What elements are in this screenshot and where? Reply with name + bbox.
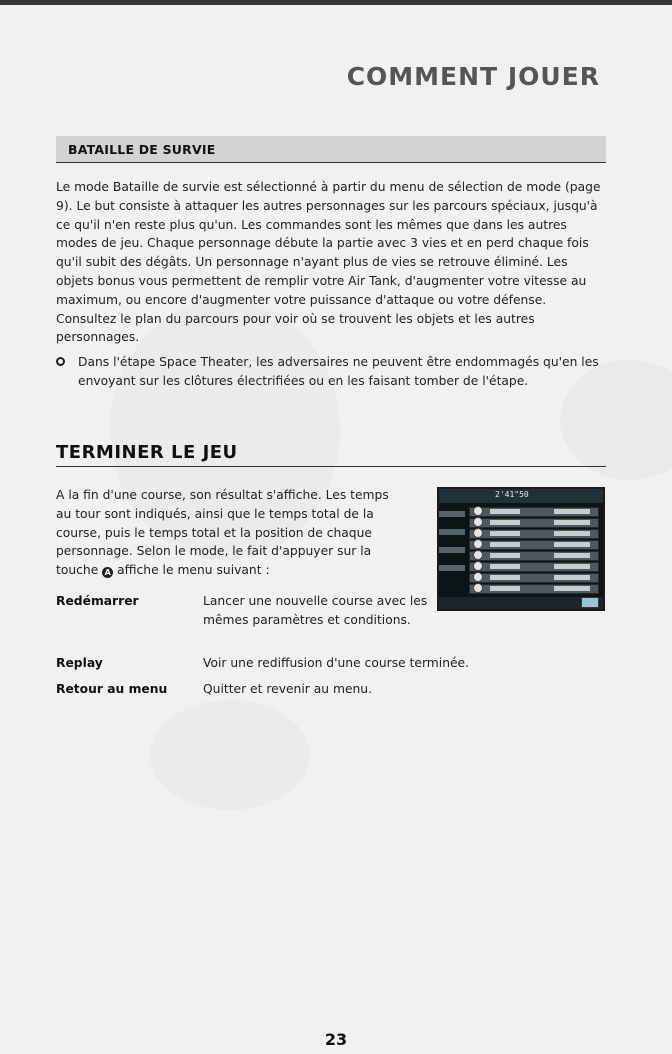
screenshot-time: 2'41"50 (495, 490, 529, 499)
section-heading-survival-battle (56, 136, 606, 163)
space-theater-note (56, 353, 606, 391)
background-illustration-hand (150, 700, 310, 810)
character-icon (473, 561, 483, 571)
menu-definition: Quitter et revenir au menu. (203, 682, 373, 696)
screenshot-result-row (469, 551, 599, 561)
character-icon (473, 572, 483, 582)
menu-term: Redémarrer (56, 594, 139, 608)
note-text: Dans l'étape Space Theater, les adversaires ne peuvent être endommagés qu'en les envoyant sur les clôtures électrifiées ou en les faisant tomber de l'étape. (78, 355, 599, 388)
character-icon (473, 528, 483, 538)
character-icon (473, 550, 483, 560)
screenshot-footer-bar (439, 597, 603, 609)
top-rule (0, 0, 672, 5)
screenshot-result-row (469, 529, 599, 539)
page-number: 23 (324, 1030, 348, 1049)
screenshot-result-row (469, 562, 599, 572)
character-icon (473, 517, 483, 527)
screenshot-side-tab (439, 547, 465, 553)
screenshot-result-row (469, 507, 599, 517)
screenshot-button-badge (581, 597, 599, 608)
page-title: COMMENT JOUER (346, 62, 600, 91)
section-heading-text: BATAILLE DE SURVIE (68, 142, 216, 157)
menu-definition: Lancer une nouvelle course avec les mêmes paramètres et conditions. (203, 594, 428, 627)
race-results-screenshot (437, 487, 605, 611)
screenshot-result-row (469, 584, 599, 594)
menu-term: Retour au menu (56, 682, 168, 696)
screenshot-result-row (469, 540, 599, 550)
bullet-icon (56, 357, 65, 366)
finish-intro-text: A la fin d'une course, son résultat s'affiche. Les temps au tour sont indiqués, ainsi que le temps total de la course, puis le temps total et la position de chaque personnage. Selon le mode, le fait d'appuyer sur la touche (56, 488, 389, 578)
finish-intro (56, 486, 396, 580)
finish-intro-text-end: affiche le menu suivant : (117, 563, 270, 578)
screenshot-side-tab (439, 529, 465, 535)
section-heading-finish-game (56, 440, 606, 467)
menu-definition: Voir une rediffusion d'une course terminée. (203, 656, 470, 670)
screenshot-result-row (469, 518, 599, 528)
character-icon (473, 506, 483, 516)
screenshot-side-tab (439, 511, 465, 517)
section-heading-text: TERMINER LE JEU (56, 442, 238, 463)
menu-term: Replay (56, 656, 103, 670)
screenshot-side-tab (439, 565, 465, 571)
screenshot-result-row (469, 573, 599, 583)
a-button-icon: A (102, 567, 113, 578)
character-icon (473, 539, 483, 549)
survival-battle-body: Le mode Bataille de survie est sélectionné à partir du menu de sélection de mode (page 9). Le but consiste à attaquer les autres personnages sur les parcours spéciaux, jusqu'à ce qu'il n'en reste plus qu'un. Les commandes sont les mêmes que dans les autres modes de jeu. Chaque personnage débute la partie avec 3 vies et en perd chaque fois qu'il subit des dégâts. Un personnage n'ayant plus de vies se retrouve éliminé. Les objets bonus vous permettent de remplir votre Air Tank, d'augmenter votre vitesse au maximum, ou encore d'augmenter votre puissance d'attaque ou votre défense. Consultez le plan du parcours pour voir où se trouvent les objets et les autres personnages. (56, 180, 601, 345)
character-icon (473, 583, 483, 593)
screenshot-header-bar (439, 489, 603, 503)
